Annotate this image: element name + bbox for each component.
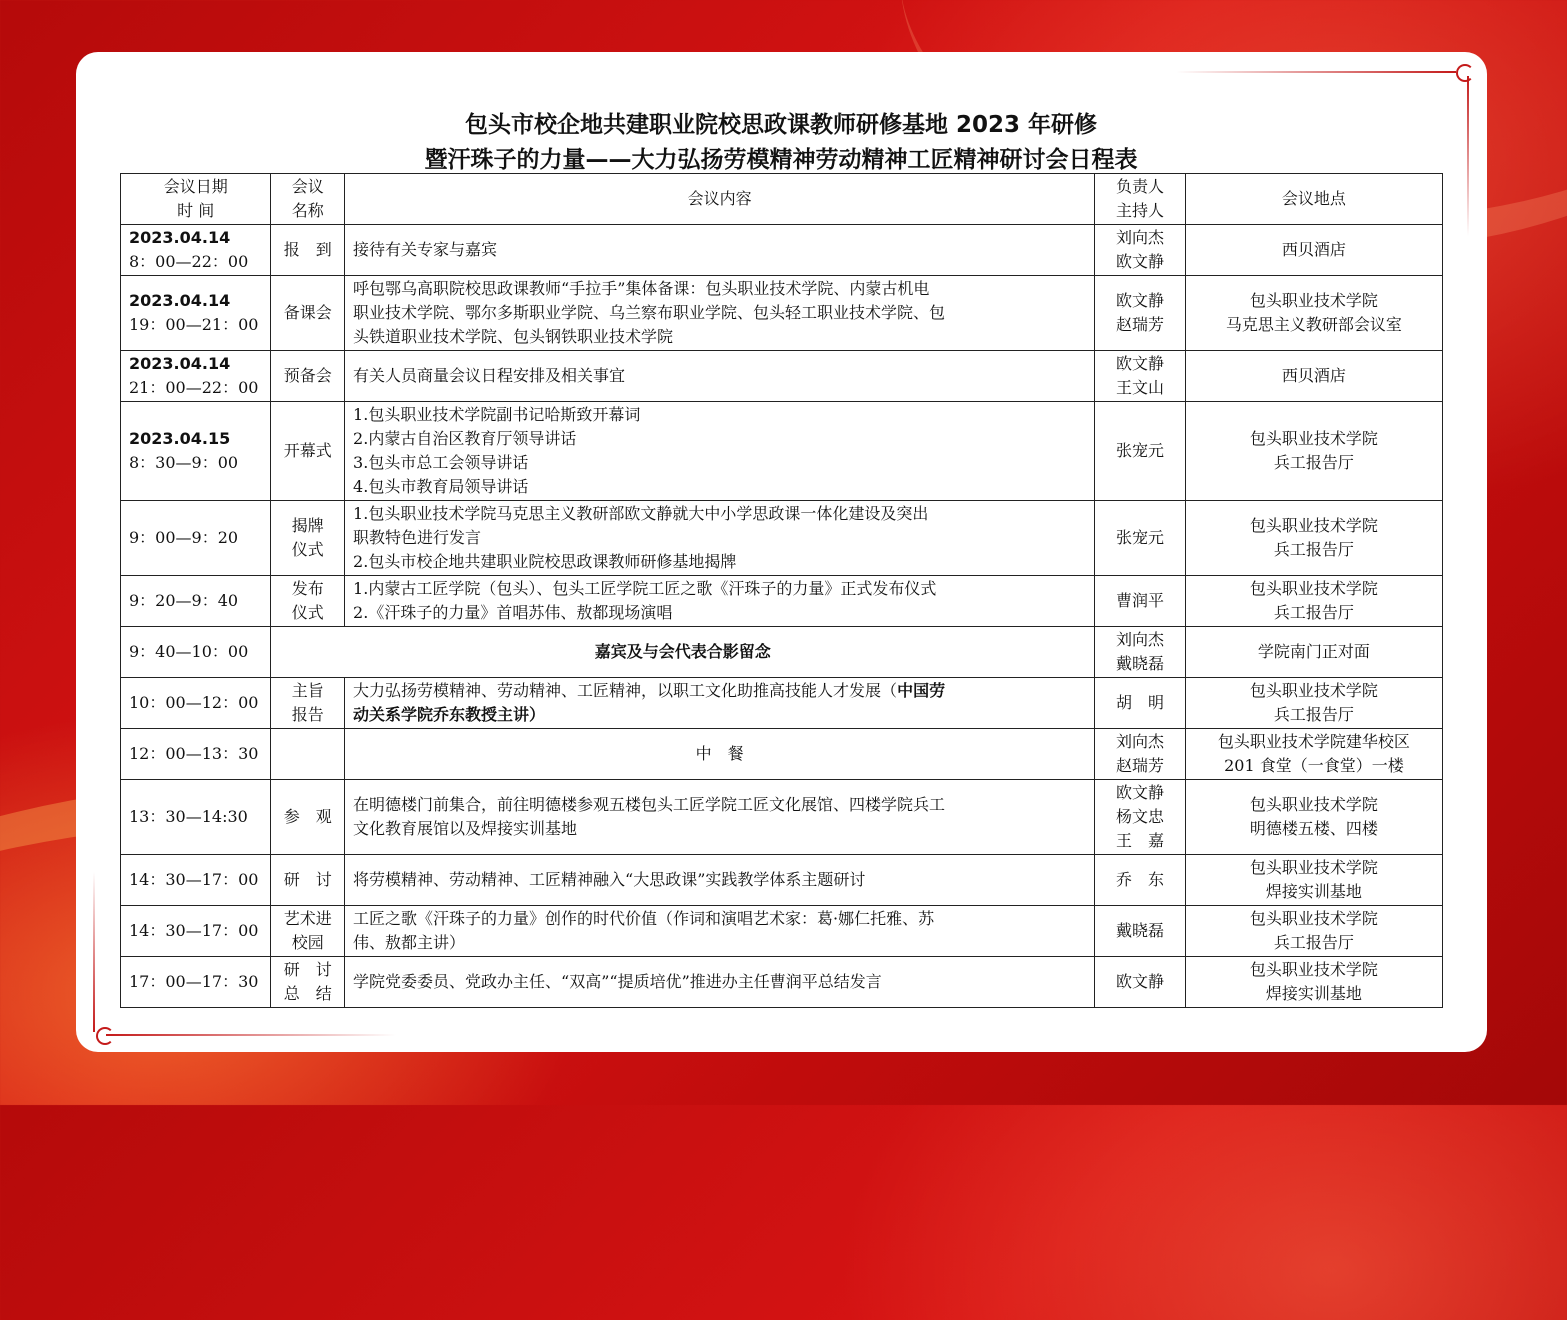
cell-person (1095, 351, 1186, 402)
cell-name (271, 576, 345, 627)
name-line: 报 到 (283, 240, 332, 259)
cell-place (1185, 957, 1442, 1008)
person-line: 赵瑞芳 (1115, 315, 1164, 334)
ornament-line-left (93, 872, 95, 1032)
header-content: 会议内容 (345, 174, 1095, 225)
date-time: 8：30—9：00 (129, 453, 239, 472)
ornament-curl-icon (1456, 64, 1474, 82)
cell-date (121, 402, 271, 501)
cell-place (1185, 906, 1442, 957)
date-day: 2023.04.14 (129, 291, 231, 310)
content-line: 学院党委委员、党政办主任、“双高”“提质培优”推进办主任曹润平总结发言 (353, 972, 882, 991)
ornament-line-top (1176, 71, 1456, 73)
cell-place (1185, 729, 1442, 780)
content-bold: 中国劳 (897, 681, 946, 700)
cell-date (121, 780, 271, 855)
schedule-table (120, 173, 1443, 1008)
cell-date (121, 351, 271, 402)
page-title-line2: 暨汗珠子的力量——大力弘扬劳模精神劳动精神工匠精神研讨会日程表 (424, 147, 1138, 173)
table-row (121, 906, 1443, 957)
place-line: 马克思主义教研部会议室 (1225, 315, 1402, 334)
person-line: 刘向杰 (1115, 732, 1164, 751)
cell-merged: 嘉宾及与会代表合影留念 (271, 627, 1095, 678)
content-line: 在明德楼门前集合，前往明德楼参观五楼包头工匠学院工匠文化展馆、四楼学院兵工 (353, 795, 946, 814)
schedule-body (121, 225, 1443, 1008)
header-person-line: 负责人 (1115, 177, 1164, 196)
cell-person (1095, 855, 1186, 906)
cell-name (271, 855, 345, 906)
place-line: 包头职业技术学院 (1249, 795, 1378, 814)
table-row (121, 276, 1443, 351)
ornament-line-bottom (106, 1034, 396, 1036)
date-time: 8：00—22：00 (129, 252, 249, 271)
place-line: 包头职业技术学院 (1249, 516, 1378, 535)
table-row (121, 855, 1443, 906)
cell-name (271, 780, 345, 855)
cell-date (121, 627, 271, 678)
table-row (121, 729, 1443, 780)
cell-date (121, 276, 271, 351)
header-person (1095, 174, 1186, 225)
name-line: 研 讨 (283, 870, 332, 889)
place-line: 兵工报告厅 (1273, 453, 1354, 472)
cell-place (1185, 402, 1442, 501)
place-line: 兵工报告厅 (1273, 933, 1354, 952)
cell-content (345, 501, 1095, 576)
content-line: 接待有关专家与嘉宾 (353, 240, 498, 259)
cell-name (271, 402, 345, 501)
content-plain: 大力弘扬劳模精神、劳动精神、工匠精神，以职工文化助推高技能人才发展（ (353, 681, 898, 700)
content-line: 2.《汗珠子的力量》首唱苏伟、敖都现场演唱 (353, 603, 673, 622)
person-line: 张宠元 (1115, 528, 1164, 547)
cell-person (1095, 225, 1186, 276)
content-line: 工匠之歌《汗珠子的力量》创作的时代价值（作词和演唱艺术家：葛·娜仁托雅、苏 (353, 909, 935, 928)
content-line (353, 679, 1086, 703)
cell-content (345, 576, 1095, 627)
date-time: 14：30—17：00 (129, 921, 259, 940)
cell-place (1185, 855, 1442, 906)
cell-place (1185, 276, 1442, 351)
ornament-line-right (1467, 76, 1469, 236)
cell-name (271, 501, 345, 576)
place-line: 包头职业技术学院 (1249, 429, 1378, 448)
person-line: 王文山 (1115, 378, 1164, 397)
person-line: 赵瑞芳 (1115, 756, 1164, 775)
place-line: 焊接实训基地 (1265, 984, 1362, 1003)
content-line: 4.包头市教育局领导讲话 (353, 477, 529, 496)
name-line: 仪式 (291, 603, 324, 622)
date-time: 9：20—9：40 (129, 591, 239, 610)
cell-place (1185, 225, 1442, 276)
cell-content (345, 780, 1095, 855)
cell-date (121, 576, 271, 627)
cell-place (1185, 678, 1442, 729)
date-time: 12：00—13：30 (129, 744, 259, 763)
header-place: 会议地点 (1185, 174, 1442, 225)
person-line: 张宠元 (1115, 441, 1164, 460)
person-line: 杨文忠 (1115, 807, 1164, 826)
table-row (121, 225, 1443, 276)
content-line: 伟、敖都主讲） (353, 933, 466, 952)
cell-place (1185, 576, 1442, 627)
content-line: 1.包头职业技术学院马克思主义教研部欧文静就大中小学思政课一体化建设及突出 (353, 504, 929, 523)
cell-content (345, 906, 1095, 957)
person-line: 戴晓磊 (1115, 654, 1164, 673)
person-line: 欧文静 (1115, 354, 1164, 373)
place-line: 包头职业技术学院 (1249, 579, 1378, 598)
cell-name (271, 678, 345, 729)
cell-date (121, 225, 271, 276)
place-line: 包头职业技术学院建华校区 (1217, 732, 1410, 751)
date-time: 14：30—17：00 (129, 870, 259, 889)
date-time: 21：00—22：00 (129, 378, 259, 397)
date-day: 2023.04.15 (129, 429, 231, 448)
cell-date (121, 855, 271, 906)
person-line: 刘向杰 (1115, 630, 1164, 649)
place-line: 包头职业技术学院 (1249, 960, 1378, 979)
cell-name (271, 957, 345, 1008)
person-line: 乔 东 (1115, 870, 1164, 889)
cell-person (1095, 729, 1186, 780)
table-row (121, 627, 1443, 678)
date-time: 9：40—10：00 (129, 642, 249, 661)
place-line: 西贝酒店 (1281, 366, 1346, 385)
header-date (121, 174, 271, 225)
content-line: 职教特色进行发言 (353, 528, 482, 547)
header-name (271, 174, 345, 225)
header-date-line: 会议日期 (163, 177, 228, 196)
cell-person (1095, 402, 1186, 501)
cell-content: 中 餐 (345, 729, 1095, 780)
cell-person (1095, 627, 1186, 678)
name-line: 开幕式 (283, 441, 332, 460)
name-line: 备课会 (283, 303, 332, 322)
name-line: 仪式 (291, 540, 324, 559)
name-line: 发布 (291, 579, 324, 598)
name-line: 总 结 (283, 984, 332, 1003)
cell-content (345, 276, 1095, 351)
cell-name (271, 729, 345, 780)
place-line: 包头职业技术学院 (1249, 291, 1378, 310)
cell-content (345, 957, 1095, 1008)
name-line: 参 观 (283, 807, 332, 826)
person-line: 欧文静 (1115, 291, 1164, 310)
cell-content (345, 225, 1095, 276)
cell-person (1095, 678, 1186, 729)
content-line: 呼包鄂乌高职院校思政课教师“手拉手”集体备课：包头职业技术学院、内蒙古机电 (353, 279, 930, 298)
person-line: 胡 明 (1115, 693, 1164, 712)
content-line: 1.内蒙古工匠学院（包头）、包头工匠学院工匠之歌《汗珠子的力量》正式发布仪式 (353, 579, 937, 598)
cell-date (121, 501, 271, 576)
person-line: 欧文静 (1115, 783, 1164, 802)
person-line: 刘向杰 (1115, 228, 1164, 247)
person-line: 王 嘉 (1115, 831, 1164, 850)
name-line: 主旨 (291, 681, 324, 700)
date-day: 2023.04.14 (129, 354, 231, 373)
place-line: 201 食堂（一食堂）一楼 (1224, 756, 1404, 775)
cell-date (121, 678, 271, 729)
page-title-line1: 包头市校企地共建职业院校思政课教师研修基地 2023 年研修 (464, 112, 1098, 138)
table-row (121, 351, 1443, 402)
name-line: 艺术进 (283, 909, 332, 928)
person-line: 曹润平 (1115, 591, 1164, 610)
content-line: 2.包头市校企地共建职业院校思政课教师研修基地揭牌 (353, 552, 737, 571)
cell-date (121, 957, 271, 1008)
header-date-line: 时 间 (177, 201, 215, 220)
document-card (76, 52, 1487, 1052)
content-line: 3.包头市总工会领导讲话 (353, 453, 529, 472)
cell-person (1095, 780, 1186, 855)
header-name-line: 会议 (291, 177, 324, 196)
person-line: 戴晓磊 (1115, 921, 1164, 940)
cell-place (1185, 780, 1442, 855)
date-time: 13：30—14:30 (129, 807, 248, 826)
place-line: 兵工报告厅 (1273, 705, 1354, 724)
cell-name (271, 225, 345, 276)
table-header-row (121, 174, 1443, 225)
content-line: 职业技术学院、鄂尔多斯职业学院、乌兰察布职业学院、包头轻工职业技术学院、包 (353, 303, 946, 322)
content-line: 将劳模精神、劳动精神、工匠精神融入“大思政课”实践教学体系主题研讨 (353, 870, 866, 889)
name-line: 校园 (291, 933, 324, 952)
person-line: 欧文静 (1115, 252, 1164, 271)
cell-person (1095, 957, 1186, 1008)
table-row (121, 576, 1443, 627)
place-line: 包头职业技术学院 (1249, 681, 1378, 700)
date-time: 19：00—21：00 (129, 315, 259, 334)
ornament-curl-icon (96, 1027, 114, 1045)
cell-content (345, 678, 1095, 729)
cell-name (271, 276, 345, 351)
place-line: 学院南门正对面 (1257, 642, 1370, 661)
cell-date (121, 906, 271, 957)
cell-person (1095, 501, 1186, 576)
place-line: 包头职业技术学院 (1249, 909, 1378, 928)
date-time: 10：00—12：00 (129, 693, 259, 712)
header-person-line: 主持人 (1115, 201, 1164, 220)
table-row (121, 402, 1443, 501)
cell-person (1095, 276, 1186, 351)
cell-person (1095, 906, 1186, 957)
cell-date (121, 729, 271, 780)
place-line: 焊接实训基地 (1265, 882, 1362, 901)
content-line: 头铁道职业技术学院、包头钢铁职业技术学院 (353, 327, 674, 346)
place-line: 兵工报告厅 (1273, 540, 1354, 559)
place-line: 西贝酒店 (1281, 240, 1346, 259)
cell-content (345, 402, 1095, 501)
content-line: 2.内蒙古自治区教育厅领导讲话 (353, 429, 577, 448)
date-time: 17：00—17：30 (129, 972, 259, 991)
person-line: 欧文静 (1115, 972, 1164, 991)
table-row (121, 501, 1443, 576)
name-line: 报告 (291, 705, 324, 724)
content-line: 动关系学院乔东教授主讲） (353, 705, 546, 724)
table-row (121, 678, 1443, 729)
place-line: 兵工报告厅 (1273, 603, 1354, 622)
cell-content (345, 855, 1095, 906)
header-name-line: 名称 (291, 201, 324, 220)
table-row (121, 780, 1443, 855)
name-line: 揭牌 (291, 516, 324, 535)
name-line: 研 讨 (283, 960, 332, 979)
content-line: 文化教育展馆以及焊接实训基地 (353, 819, 578, 838)
table-row (121, 957, 1443, 1008)
content-line: 1.包头职业技术学院副书记哈斯致开幕词 (353, 405, 641, 424)
cell-person (1095, 576, 1186, 627)
cell-place (1185, 501, 1442, 576)
name-line: 预备会 (283, 366, 332, 385)
cell-place (1185, 627, 1442, 678)
date-day: 2023.04.14 (129, 228, 231, 247)
date-time: 9：00—9：20 (129, 528, 239, 547)
cell-name (271, 906, 345, 957)
content-line: 有关人员商量会议日程安排及相关事宜 (353, 366, 626, 385)
place-line: 包头职业技术学院 (1249, 858, 1378, 877)
cell-name (271, 351, 345, 402)
cell-content (345, 351, 1095, 402)
place-line: 明德楼五楼、四楼 (1249, 819, 1378, 838)
cell-place (1185, 351, 1442, 402)
